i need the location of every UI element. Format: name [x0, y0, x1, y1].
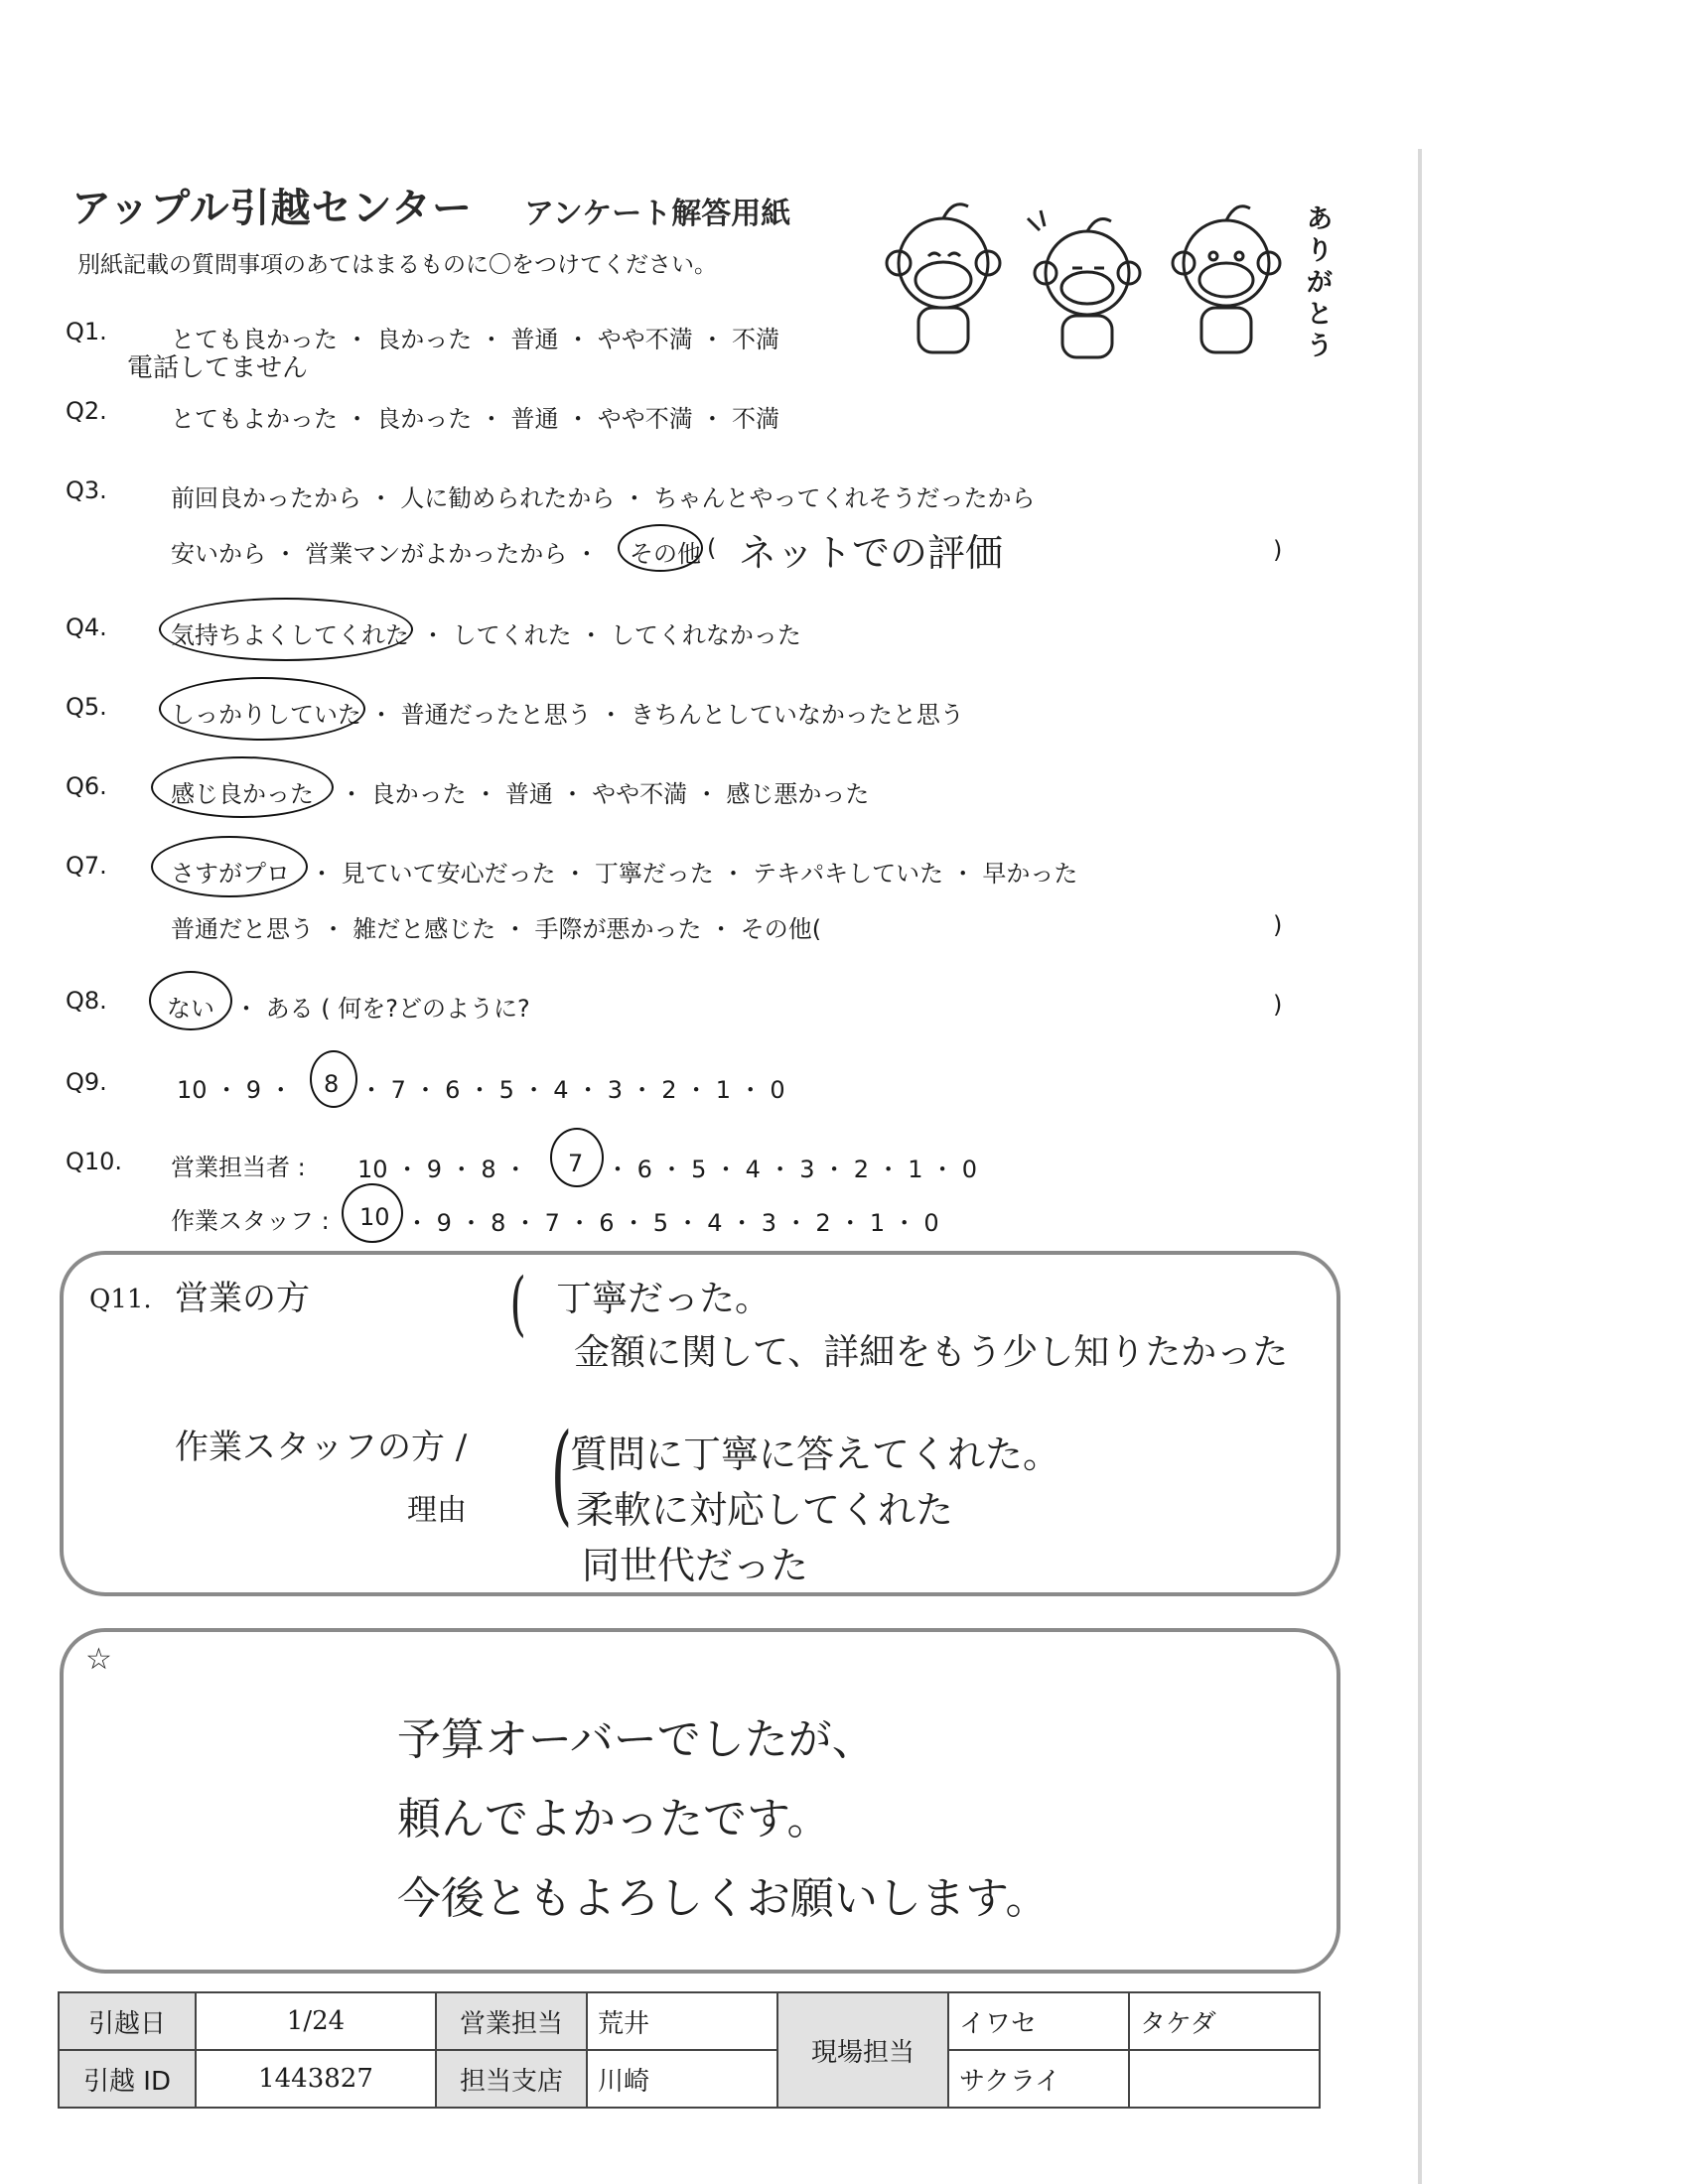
form-title: アンケート解答用紙 [524, 197, 791, 231]
q10-staff-scale-after: ・ 9 ・ 8 ・ 7 ・ 6 ・ 5 ・ 4 ・ 3 ・ 2 ・ 1 ・ 0 [405, 1209, 939, 1237]
q8-label: Q8. [66, 987, 107, 1015]
page-edge [1418, 149, 1422, 2184]
q4-selection-circle [159, 598, 413, 661]
sales-rep-label: 営業担当 [436, 1992, 587, 2050]
q5-selection-circle [159, 677, 365, 741]
q11-sales-comment-1: 丁寧だった。 [556, 1279, 772, 1319]
q11-sales-comment-2: 金額に関して、詳細をもう少し知りたかった [574, 1332, 1289, 1373]
site-rep-2: タケダ [1129, 1992, 1320, 2050]
monkey-icon [887, 205, 1000, 352]
free-comment-line-1: 予算オーバーでしたが、 [397, 1714, 876, 1765]
q2-label: Q2. [66, 397, 107, 425]
q11-reason-label: 理由 [407, 1493, 467, 1528]
q3-open-paren: ( [707, 534, 717, 562]
q7-options-line2: 普通だと思う ・ 雑だと感じた ・ 手際が悪かった ・ その他( [171, 915, 822, 943]
q4-selected-option: 気持ちよくしてくれた [171, 621, 409, 649]
q11-staff-bracket: ( [550, 1410, 573, 1537]
q11-label: Q11. [89, 1285, 152, 1314]
move-date-value: 1/24 [196, 1992, 436, 2050]
branch-value: 川崎 [587, 2050, 777, 2108]
q4-options: ・ してくれた ・ してくれなかった [421, 621, 801, 649]
site-rep-empty-cell [1129, 2050, 1320, 2108]
q6-options: ・ 良かった ・ 普通 ・ やや不満 ・ 感じ悪かった [340, 780, 870, 808]
q8-options: ・ ある ( 何を?どのように? [234, 995, 530, 1023]
q8-selected-option: ない [167, 995, 214, 1023]
q9-selected-score: 8 [324, 1070, 340, 1098]
footer-info-table [58, 1991, 1321, 2109]
sales-rep-value: 荒井 [587, 1992, 777, 2050]
q6-selected-option: 感じ良かった [171, 780, 314, 808]
branch-label: 担当支店 [436, 2050, 587, 2108]
free-comment-line-2: 頼んでよかったです。 [397, 1794, 831, 1844]
q10-staff-selection-circle [342, 1183, 403, 1243]
q8-selection-circle [149, 971, 232, 1030]
q10-sales-scale-before: 10 ・ 9 ・ 8 ・ [357, 1156, 528, 1183]
site-rep-1: イワセ [948, 1992, 1129, 2050]
q10-sales-selection-circle [550, 1128, 604, 1187]
q3-answer: ネットでの評価 [739, 531, 1004, 575]
q11-staff-heading: 作業スタッフの方 / [175, 1428, 468, 1467]
q7-label: Q7. [66, 852, 107, 880]
brand-title: アップル引越センター [71, 186, 473, 231]
q10-sales-label: 営業担当者 : [171, 1154, 306, 1181]
q10-sales-selected-score: 7 [568, 1150, 584, 1177]
q11-sales-bracket: ( [509, 1263, 526, 1344]
q9-scale-after: ・ 7 ・ 6 ・ 5 ・ 4 ・ 3 ・ 2 ・ 1 ・ 0 [359, 1076, 785, 1104]
q11-staff-comment-2: 柔軟に対応してくれた [576, 1488, 954, 1532]
q1-options: とても良かった ・ 良かった ・ 普通 ・ やや不満 ・ 不満 [171, 326, 780, 353]
q2-options: とてもよかった ・ 良かった ・ 普通 ・ やや不満 ・ 不満 [171, 405, 780, 433]
q3-selected-option: その他 [630, 540, 701, 568]
q10-staff-selected-score: 10 [359, 1203, 390, 1231]
move-id-label: 引越 ID [59, 2050, 196, 2108]
thanks-text: ありがとう [1307, 205, 1334, 361]
free-comment-line-3: 今後ともよろしくお願いします。 [397, 1873, 1050, 1924]
monkey-icon [1173, 206, 1280, 352]
q1-note: 電話してません [127, 353, 309, 383]
q11-staff-comment-1: 質問に丁寧に答えてくれた。 [570, 1433, 1061, 1476]
q5-label: Q5. [66, 693, 107, 721]
q7-options-line1: ・ 見ていて安心だった ・ 丁寧だった ・ テキパキしていた ・ 早かった [310, 860, 1078, 887]
q7-selection-circle [151, 836, 308, 897]
q9-label: Q9. [66, 1068, 107, 1096]
q5-options: ・ 普通だったと思う ・ きちんとしていなかったと思う [369, 701, 964, 729]
q11-sales-heading: 営業の方 [175, 1279, 310, 1318]
monkey-icon [1028, 210, 1140, 357]
site-rep-label: 現場担当 [777, 1992, 948, 2108]
q9-selection-circle [310, 1050, 357, 1108]
q3-selection-circle [618, 524, 703, 572]
q8-close-paren: ) [1273, 991, 1283, 1019]
move-date-label: 引越日 [59, 1992, 196, 2050]
move-id-value: 1443827 [196, 2050, 436, 2108]
q3-close-paren: ) [1273, 536, 1283, 564]
star-icon: ☆ [85, 1642, 112, 1677]
q6-selection-circle [151, 756, 334, 818]
q3-options-line2: 安いから ・ 営業マンがよかったから ・ [171, 540, 599, 568]
q4-label: Q4. [66, 614, 107, 641]
q10-label: Q10. [66, 1148, 123, 1175]
q5-selected-option: しっかりしていた [171, 701, 361, 729]
q1-label: Q1. [66, 318, 107, 345]
q7-close-paren: ) [1273, 911, 1283, 939]
q3-label: Q3. [66, 477, 107, 504]
q10-sales-scale-after: ・ 6 ・ 5 ・ 4 ・ 3 ・ 2 ・ 1 ・ 0 [606, 1156, 978, 1183]
q9-scale-before: 10 ・ 9 ・ [177, 1076, 293, 1104]
q7-selected-option: さすがプロ [171, 860, 290, 887]
site-rep-3: サクライ [948, 2050, 1129, 2108]
q6-label: Q6. [66, 772, 107, 800]
q10-staff-label: 作業スタッフ : [171, 1207, 330, 1235]
monkey-mascots-illustration [874, 189, 1301, 377]
instructions: 別紙記載の質問事項のあてはまるものに〇をつけてください。 [77, 252, 717, 278]
q3-options-line1: 前回良かったから ・ 人に勧められたから ・ ちゃんとやってくれそうだったから [171, 484, 1036, 512]
q11-staff-comment-3: 同世代だった [582, 1544, 809, 1587]
